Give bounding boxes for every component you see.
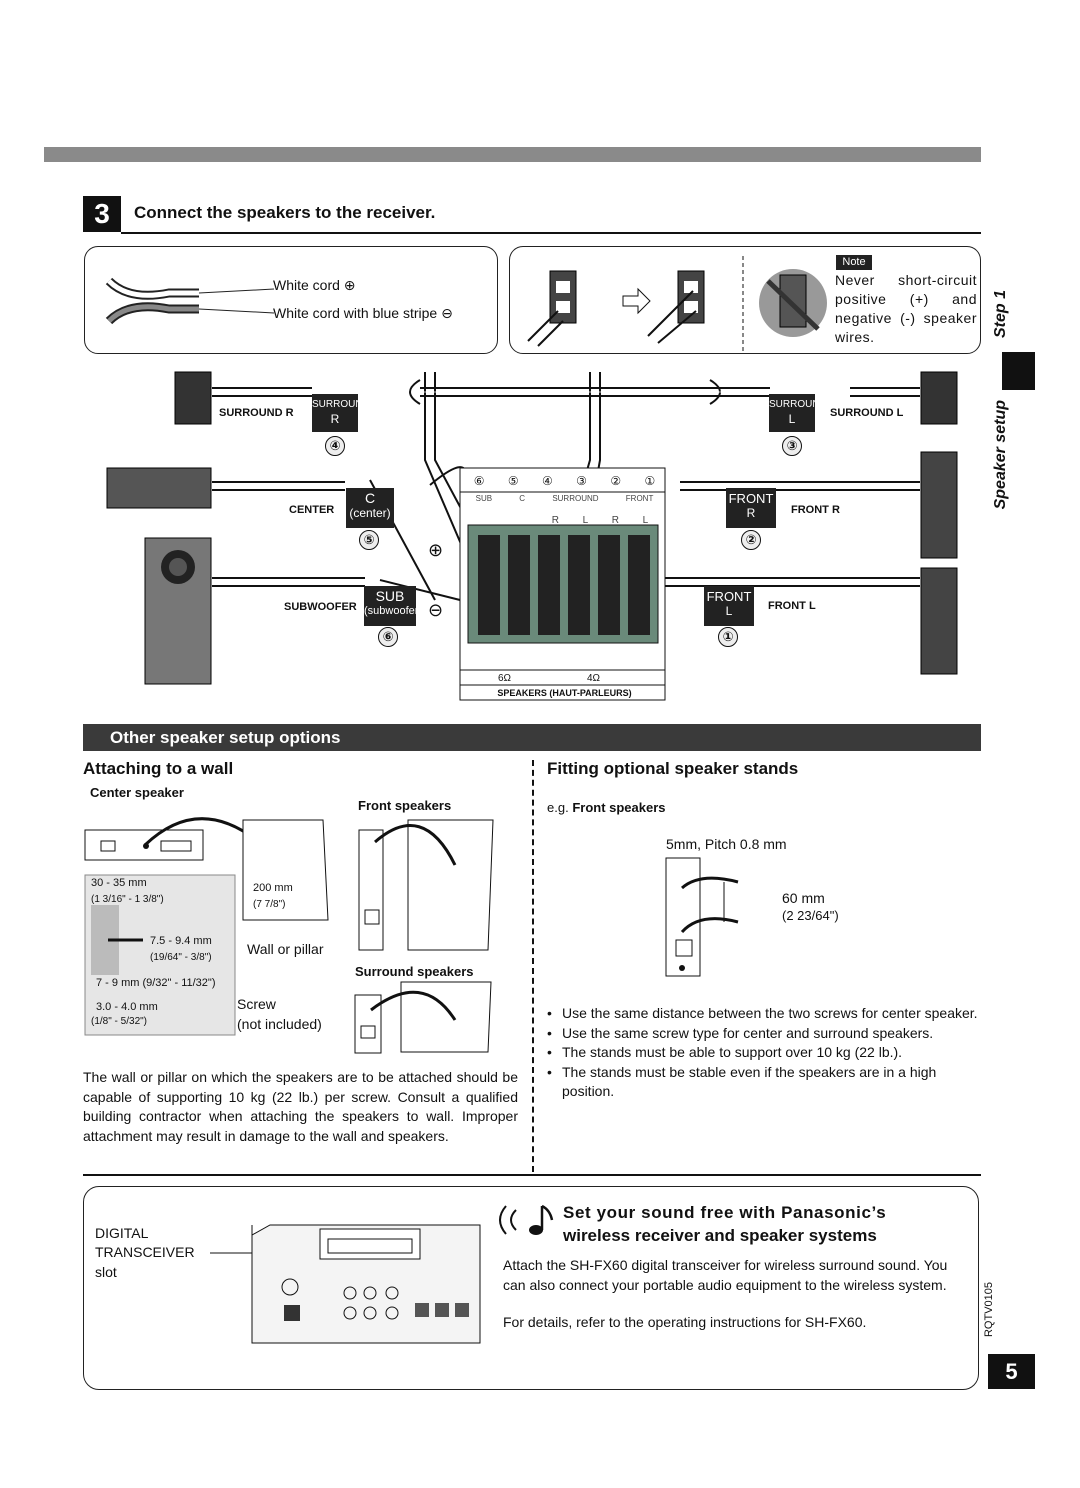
tag-text: SUB	[375, 588, 405, 604]
surround-l-label: SURROUND L	[830, 407, 904, 419]
tag-text: L	[788, 412, 796, 426]
wireless-music-icon	[492, 1200, 556, 1240]
terminal-group: SUB	[475, 494, 493, 503]
dim-60-in: (2 23/64")	[782, 908, 839, 923]
step-number: 3	[83, 196, 121, 232]
front-r-label: FRONT R	[791, 504, 840, 516]
wireless-title-1: Set your sound free with Panasonic’s	[563, 1203, 887, 1222]
tag-sub	[364, 586, 423, 626]
dim-30-35: 30 - 35 mm	[91, 877, 147, 889]
bullet-item: • The stands must be stable even if the speakers are in a high position.	[547, 1063, 981, 1102]
terminal-num: ①	[644, 474, 656, 488]
white-cord-label: White cord ⊕	[273, 277, 356, 293]
tag-surround-l	[769, 394, 827, 432]
circle-number: ①	[718, 627, 738, 647]
stands-example	[547, 800, 666, 815]
dim-3-4: 3.0 - 4.0 mm	[96, 1001, 158, 1013]
wall-paragraph: The wall or pillar on which the speakers are to be attached should be capable of supporting 10 kg (22 lb.) per screw. Consult a qualified building contractor when attaching the speakers to wall. Improper attachment may result in damage to the wall and speakers.	[83, 1069, 518, 1144]
terminal-title: SPEAKERS (HAUT-PARLEURS)	[497, 688, 632, 698]
terminal-group: C	[519, 494, 526, 503]
bullet-item: • Use the same screw type for center and surround speakers.	[547, 1024, 981, 1044]
top-bar	[44, 147, 981, 162]
terminal-illustration	[518, 251, 838, 351]
wall-pillar-label: Wall or pillar	[247, 941, 324, 957]
tag-text: R	[746, 506, 756, 520]
screw-label: Screw	[237, 996, 276, 1012]
tag-text: (center)	[349, 506, 391, 520]
bullet-item: • Use the same distance between the two screws for center speaker.	[547, 1004, 981, 1024]
center-speaker-label: Center speaker	[90, 785, 184, 800]
note-label: Note	[836, 255, 872, 270]
cord-box	[84, 246, 498, 354]
stands-front-label: Front speakers	[572, 800, 666, 815]
terminal-group: FRONT	[625, 494, 654, 503]
pitch-label: 5mm, Pitch 0.8 mm	[666, 836, 787, 852]
cord-illustration	[99, 251, 289, 351]
terminal-lr-label: L	[642, 515, 649, 526]
column-divider	[532, 760, 534, 1172]
terminal-box	[509, 246, 981, 354]
note-text: Never short-circuit positive (+) and negative (-) speaker wires.	[835, 272, 977, 345]
circle-number: ⑤	[359, 530, 379, 550]
terminal-group: SURROUND	[552, 494, 599, 503]
tag-text: SURROUND	[769, 399, 827, 410]
terminal-num: ④	[542, 474, 553, 488]
tag-text: SURROUND	[312, 399, 370, 410]
tag-text: C	[364, 490, 376, 506]
tag-text: FRONT	[728, 491, 774, 506]
transceiver-label-3: slot	[95, 1264, 117, 1280]
stands-bullets	[547, 1004, 981, 1102]
transceiver-label-1: DIGITAL	[95, 1225, 149, 1241]
tag-text: FRONT	[706, 589, 752, 604]
transceiver-label-2: TRANSCEIVER	[95, 1244, 195, 1260]
tag-front-r	[726, 488, 776, 528]
tag-text: R	[330, 412, 340, 426]
dim-7-5: 7.5 - 9.4 mm	[150, 935, 212, 947]
ohm-4: 4Ω	[587, 673, 601, 684]
terminal-num: ③	[576, 474, 587, 488]
circle-number: ③	[782, 436, 802, 456]
tag-text: L	[725, 604, 733, 618]
center-label: CENTER	[289, 504, 335, 516]
subwoofer-label: SUBWOOFER	[284, 601, 357, 613]
doc-code: RQTV0105	[983, 1282, 995, 1338]
terminal-groups	[462, 494, 667, 503]
plus-symbol: ⊕	[428, 540, 444, 560]
terminal-num: ⑤	[507, 474, 519, 488]
front-l-label: FRONT L	[768, 600, 816, 612]
eg-label: e.g.	[547, 800, 569, 815]
dim-200-in: (7 7/8")	[253, 899, 286, 910]
tag-center	[346, 488, 394, 528]
not-included-label: (not included)	[237, 1016, 322, 1032]
blue-cord-label: White cord with blue stripe ⊖	[273, 305, 453, 321]
tag-surround-r	[312, 394, 370, 432]
surround-r-label: SURROUND R	[219, 407, 294, 419]
terminal-lr-label: R	[551, 515, 560, 526]
wireless-text-2: For details, refer to the operating instructions for SH-FX60.	[503, 1314, 867, 1330]
terminal-lr-label: R	[611, 515, 620, 526]
dim-7-9: 7 - 9 mm (9/32" - 11/32")	[96, 977, 216, 989]
dim-30-35-in: (1 3/16" - 1 3/8")	[91, 894, 164, 905]
surround-speakers-label: Surround speakers	[355, 964, 474, 979]
dim-3-4-in: (1/8" - 5/32")	[91, 1016, 148, 1027]
circle-number: ②	[741, 530, 761, 550]
wireless-text: Attach the SH-FX60 digital transceiver for wireless surround sound. You can also connect your portable audio equipment to the wireless system.	[503, 1257, 948, 1293]
circle-number: ④	[325, 436, 345, 456]
stand-illustration	[660, 850, 780, 980]
stands-heading: Fitting optional speaker stands	[547, 759, 799, 778]
page-number: 5	[988, 1354, 1035, 1389]
minus-symbol: ⊖	[428, 600, 444, 620]
terminal-lr	[540, 515, 660, 526]
wall-heading: Attaching to a wall	[83, 759, 234, 778]
terminal-lr-label: L	[582, 515, 589, 526]
side-step-label: Step 1	[992, 290, 1009, 339]
dim-7-5-in: (19/64" - 3/8")	[150, 952, 212, 963]
wireless-title-2: wireless receiver and speaker systems	[563, 1226, 877, 1245]
circle-number: ⑥	[378, 627, 398, 647]
receiver-rear-illustration	[210, 1205, 490, 1345]
terminal-num: ②	[610, 474, 622, 488]
bottom-divider	[83, 1174, 981, 1176]
tag-text: (subwoofer)	[364, 605, 423, 617]
front-speakers-label: Front speakers	[358, 798, 452, 813]
ohm-6: 6Ω	[498, 673, 512, 684]
terminal-num: ⑥	[473, 474, 485, 488]
step-title: Connect the speakers to the receiver.	[134, 203, 436, 222]
terminal-numbers	[462, 474, 667, 488]
side-tab	[1002, 352, 1035, 390]
side-section-label: Speaker setup	[992, 400, 1009, 510]
dim-60: 60 mm	[782, 890, 825, 906]
bullet-item: • The stands must be able to support over 10 kg (22 lb.).	[547, 1043, 981, 1063]
divider	[121, 232, 981, 234]
tag-front-l	[704, 586, 754, 626]
other-options-banner: Other speaker setup options	[83, 724, 981, 751]
dim-200: 200 mm	[253, 882, 293, 894]
